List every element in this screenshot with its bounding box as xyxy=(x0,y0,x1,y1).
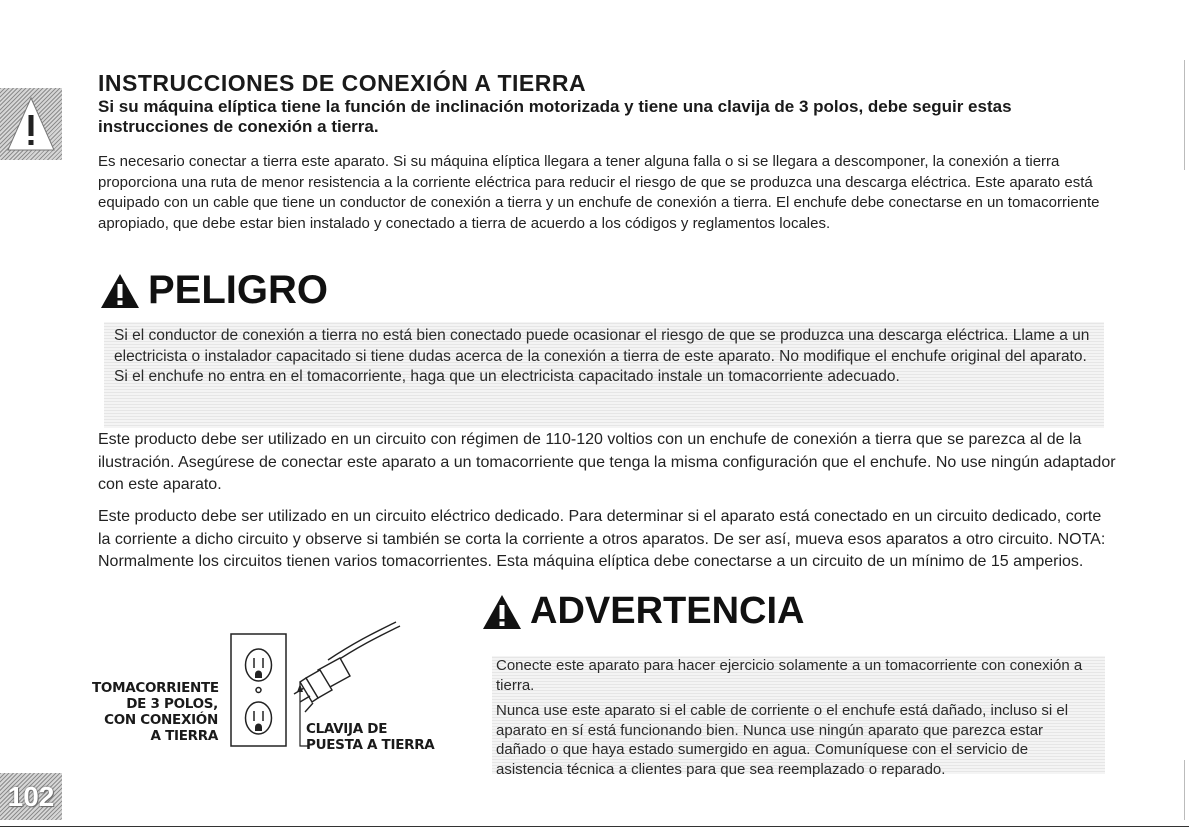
warning-heading xyxy=(482,590,804,633)
outlet-label-line: TOMACORRIENTE xyxy=(92,680,219,696)
circuit-paragraph: Este producto debe ser utilizado en un circuito con régimen de 110-120 voltios con un enchufe de conexión a tierra que se parezca al de la ilustración. Asegúrese de conectar este aparato a un tomacorriente que tenga la misma configuración que el enchufe. No use ningún adaptador con este aparato. xyxy=(98,431,1116,493)
outlet-label-line: A TIERRA xyxy=(150,728,218,744)
warning-side-tab xyxy=(0,88,62,160)
danger-heading xyxy=(100,268,328,313)
danger-text: Si el conductor de conexión a tierra no está bien conectado puede ocasionar el riesgo de que se produzca una descarga eléctrica. Llame a un electricista o instalador capacitado si tiene dudas acerca de la conexión a tierra de este aparato. No modifique el enchufe original del aparato. Si el enchufe no entra en el tomacorriente, haga que un electricista capacitado instale un tomacorriente adecuado. xyxy=(114,327,1090,385)
page-number: 102 xyxy=(7,780,55,812)
page-subtitle: Si su máquina elíptica tiene la función de inclinación motorizada y tiene una clavija de 3 polos, debe seguir estas instrucciones de conexión a tierra. xyxy=(98,97,1012,136)
page-edge-top xyxy=(1184,60,1185,170)
page-edge-bottom xyxy=(1184,760,1185,820)
danger-notice-box xyxy=(104,322,1104,428)
page-number-tab xyxy=(0,773,62,820)
exclamation-triangle-icon xyxy=(100,273,140,309)
plug-label-line: CLAVIJA DE xyxy=(306,721,388,737)
warning-text-2: Nunca use este aparato si el cable de corriente o el enchufe está dañado, incluso si el aparato en sí está funcionando bien. Nunca use ningún aparato que parezca estar dañado o que haya estado sumergido en agua. Comuníquese con el servicio de asistencia técnica a clientes para que sea reemplazado o reparado. xyxy=(496,702,1069,778)
dedicated-circuit-paragraph: Este producto debe ser utilizado en un circuito eléctrico dedicado. Para determinar si el aparato está conectado en un circuito dedicado, corte la corriente a dicho circuito y observe si también se corta la corriente a otros aparatos. De ser así, mueva esos aparatos a otro circuito. NOTA: Normalmente los circuitos tienen varios tomacorrientes. Esta máquina elíptica debe conectarse a un circuito de un mínimo de 15 amperios. xyxy=(98,508,1106,570)
footer-rule xyxy=(0,826,1189,827)
plug-label-line: PUESTA A TIERRA xyxy=(306,737,435,753)
warning-heading-text: ADVERTENCIA xyxy=(530,590,805,632)
danger-heading-text: PELIGRO xyxy=(148,268,329,312)
warning-notice-box xyxy=(492,656,1105,778)
warning-triangle-icon xyxy=(0,88,62,160)
outlet-label-line: CON CONEXIÓN xyxy=(104,712,218,728)
outlet-label-line: DE 3 POLOS, xyxy=(126,696,218,712)
intro-paragraph: Es necesario conectar a tierra este aparato. Si su máquina elíptica llegara a tener alguna falla o si se llegara a descomponer, la conexión a tierra proporciona una ruta de menor resistencia a la corriente eléctrica para reducir el riesgo de que se produzca una descarga eléctrica. Este aparato está equipado con un cable que tiene un conductor de conexión a tierra y un enchufe de conexión a tierra. El enchufe debe conectarse en un tomacorriente apropiado, que debe estar bien instalado y conectado a tierra de acuerdo a los códigos y reglamentos locales. xyxy=(98,153,1100,232)
exclamation-triangle-icon xyxy=(482,594,522,630)
outlet-label xyxy=(92,680,218,744)
page-title: INSTRUCCIONES DE CONEXIÓN A TIERRA xyxy=(98,70,587,96)
warning-text-1: Conecte este aparato para hacer ejercicio solamente a un tomacorriente con conexión a tierra. xyxy=(496,657,1083,694)
plug-label xyxy=(306,721,456,753)
grounding-plug xyxy=(294,622,400,712)
